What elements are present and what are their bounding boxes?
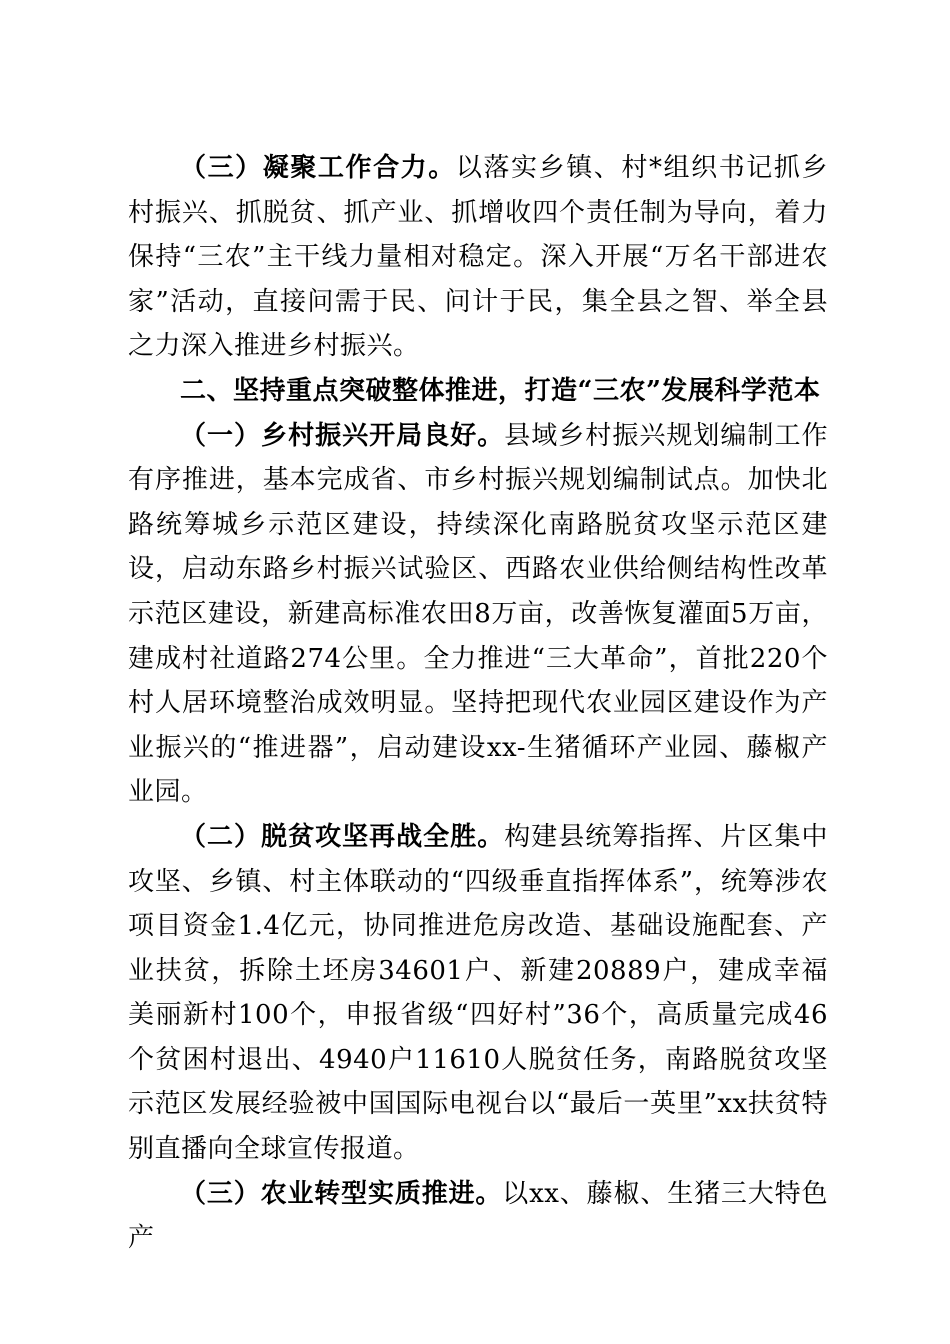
section-heading: 二、坚持重点突破整体推进，打造“三农”发展科学范本	[180, 375, 821, 406]
document-body	[128, 146, 828, 1261]
paragraph-body: 县域乡村振兴规划编制工作有序推进，基本完成省、市乡村振兴规划编制试点。加快北路统筹城乡示范区建设，持续深化南路脱贫攻坚示范区建设，启动东路乡村振兴试验区、西路农业供给侧结构性改革示范区建设，新建高标准农田8万亩，改善恢复灌面5万亩，建成村社道路274公里。全力推进“三大革命”，首批220个村人居环境整治成效明显。坚持把现代农业园区建设作为产业振兴的“推进器”，启动建设xx-生猪循环产业园、藤椒产业园。	[128, 420, 828, 808]
paragraph-lead: （一）乡村振兴开局良好。	[180, 420, 505, 451]
paragraph-agricultural-transformation	[128, 1172, 828, 1261]
paragraph-body: 以xx、藤椒、生猪三大特色产	[128, 1178, 828, 1254]
paragraph-work-synergy	[128, 146, 828, 369]
paragraph-lead: （三）农业转型实质推进。	[180, 1178, 503, 1209]
paragraph-body: 以落实乡镇、村*组织书记抓乡村振兴、抓脱贫、抓产业、抓增收四个责任制为导向，着力保持“三农”主干线力量相对稳定。深入开展“万名干部进农家”活动，直接问需于民、问计于民，集全县之智、举全县之力深入推进乡村振兴。	[128, 153, 828, 362]
paragraph-poverty-alleviation	[128, 815, 828, 1172]
paragraph-body: 构建县统筹指挥、片区集中攻坚、乡镇、村主体联动的“四级垂直指挥体系”，统筹涉农项目资金1.4亿元，协同推进危房改造、基础设施配套、产业扶贫，拆除土坯房34601户、新建20889户，建成幸福美丽新村100个，申报省级“四好村”36个，高质量完成46个贫困村退出、4940户11610人脱贫任务，南路脱贫攻坚示范区发展经验被中国国际电视台以“最后一英里”xx扶贫特别直播向全球宣传报道。	[128, 821, 828, 1165]
paragraph-lead: （三）凝聚工作合力。	[180, 153, 456, 183]
paragraph-lead: （二）脱贫攻坚再战全胜。	[180, 821, 505, 852]
paragraph-rural-revitalization	[128, 414, 828, 815]
